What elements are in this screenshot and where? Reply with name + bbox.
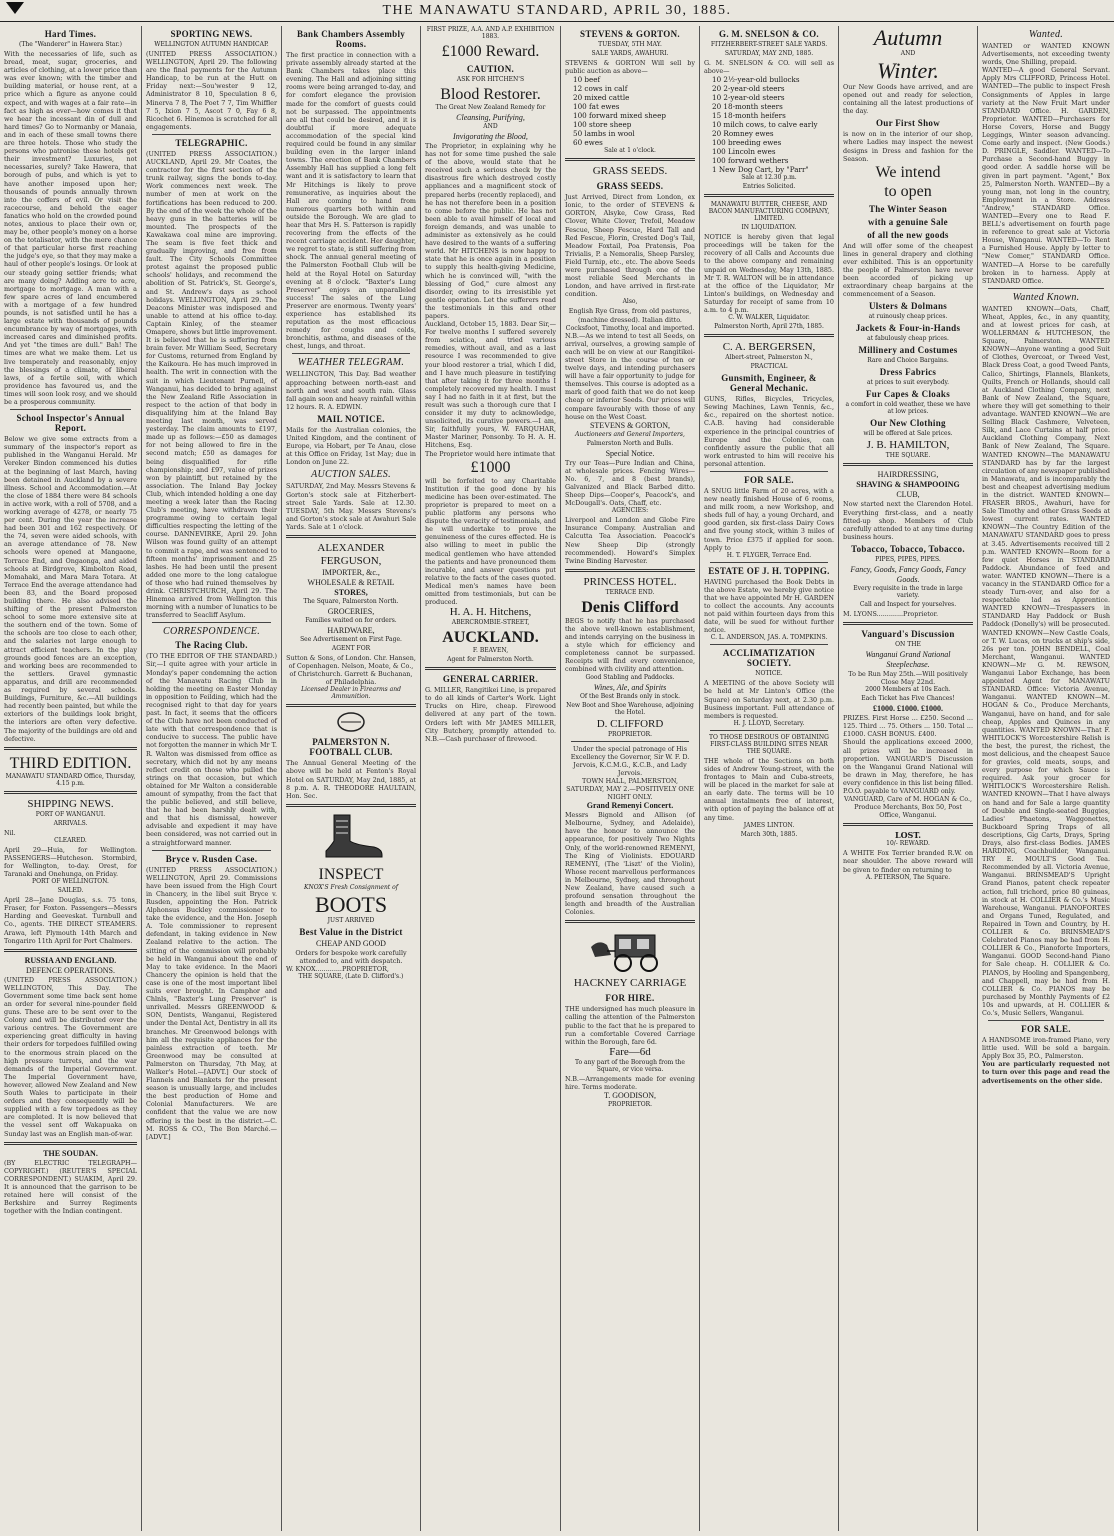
list-item: 20 2-year-old steers bbox=[712, 84, 785, 94]
divider bbox=[152, 622, 271, 623]
column-8 bbox=[977, 26, 1114, 1531]
goodison-proprietor: PROPRIETOR. bbox=[607, 1101, 653, 1109]
every-requisite: Every requisite in the trade in large variety. bbox=[853, 584, 963, 599]
vanguard-prizes-table: PRIZES. First Horse ... £250. Second ... 125. Third ... 75. Others ... 150. Total ... £1000. CASH BONUS. £400. bbox=[843, 714, 973, 739]
ulsters-heading: Ulsters & Dolmans bbox=[868, 301, 948, 312]
divider bbox=[843, 622, 973, 625]
divider bbox=[565, 920, 695, 923]
vanguard-body: Should the applications exceed 2000, all prizes will be increased in proportion. VANGUARD'S Discussion on the Wanganui Grand National will be drawn in May, therefore, he has every confidence in this list being filled. P.O.O. payable to VANGUARD only. bbox=[843, 738, 973, 795]
knox-address: THE SQUARE, (Late D. Clifford's.) bbox=[298, 973, 404, 981]
third-edition-heading: THIRD EDITION. bbox=[9, 754, 132, 772]
dc-proprietor: PROPRIETOR. bbox=[607, 730, 653, 738]
divider bbox=[988, 1020, 1104, 1021]
list-item: 10 2-year-old steers bbox=[712, 93, 785, 103]
hitchens-body: The Proprietor, in explaining why he has not for some time pushed the sale of the above, would state that he received such a serious check by the disastrous fire which destroyed costly appliances and a magnificent stock of prepared herbs (recently replaced), and he has not therefore been in a position to come before the public. He has not been able to avail himself of local and foreign demands, and was unable to administer as extensively as he could have desired to the wants of a suffering world. Mr HITCHENS is now happy to state that he is once again in a position to supply this health-giving Medicine, which he is convinced will, "with the blessing of God," cure almost any disorder, owing to its irresistible yet gentle operation. Let the sufferers read the testimonials in this and other papers. bbox=[425, 142, 556, 320]
weather-body: WELLINGTON, This Day. Bad weather approaching between north-east and north and west and south rain. Glass fall again soon and heavy rainfall within 12 hours. R. A. EDWIN. bbox=[286, 370, 417, 411]
fare-nb: N.B.—Arrangements made for evening hire. Terms moderate. bbox=[565, 1074, 695, 1091]
bergersen-name: C. A. BERGERSEN, bbox=[722, 341, 816, 354]
vanguard-address: VANGUARD, Care of M. HOGAN & Co., Produce Merchants, Box 50, Post Office, Wanganui. bbox=[843, 795, 973, 820]
seeds-nb: N.B.—As we intend to test all Seeds, on arrival, ourselves, a growing sample of each will be on view at our Rangitikei-street Store in the course of ten or twelve days, and intending purchasers will have a fair opportunity to judge for themselves. This course is adopted as a mark of good faith that we do not keep cheap or inferior Seeds. Our prices will compare favourably with those of any house on the West Coast. bbox=[565, 331, 695, 421]
telegraphic-heading: TELEGRAPHIC. bbox=[175, 137, 248, 148]
hackney-body: THE undersigned has much pleasure in calling the attention of the Palmerston public to the fact that he is prepared to run a comfortable Covered Carriage within the Borough, fare 6d. bbox=[565, 1005, 695, 1046]
prize-amount: £1000. bbox=[873, 704, 895, 714]
ferguson-agencies: Sutton & Sons, of London. Chr. Hansen, of Copenhagen. Nelson, Moate, & Co., of Christchurch. Garrett & Buchanan, of Philadelphia. bbox=[286, 653, 416, 687]
wanted-known-heading: Wanted Known. bbox=[1012, 291, 1080, 303]
winter-heading: Winter. bbox=[877, 58, 939, 83]
divider bbox=[710, 562, 828, 563]
bank-chambers-heading: Bank Chambers Assembly Rooms. bbox=[296, 29, 406, 49]
column-1 bbox=[0, 26, 141, 1531]
sailed-label: SAILED. bbox=[57, 887, 84, 895]
auckland-heading: AUCKLAND. bbox=[442, 629, 539, 647]
great-remedy: The Great New Zealand Remedy for bbox=[435, 104, 546, 111]
list-item: 10 milch cows, to calve early bbox=[712, 120, 818, 130]
call-inspect: Call and Inspect for yourselves. bbox=[859, 600, 957, 608]
divider bbox=[988, 288, 1104, 289]
farm-for-sale-heading: FOR SALE. bbox=[744, 474, 794, 485]
divider bbox=[4, 1142, 137, 1145]
and-word: AND bbox=[483, 123, 498, 130]
notice-label: NOTICE. bbox=[755, 670, 783, 678]
special-notice-body: Try our Teas—Pure Indian and China, at wholesale prices. Fencing Wires—No. 6, 7, and 8 (best brands), Galvanized and Black Barbed ditto. Sheep Dips—Cooper's, Peacock's, and McDougall's. Oats, Chaff, etc. bbox=[565, 458, 695, 508]
divider bbox=[4, 791, 137, 794]
list-item: 20 18-month steers bbox=[712, 102, 783, 112]
weather-heading: WEATHER TELEGRAM. bbox=[297, 357, 405, 369]
school-report-heading: School Inspector's Annual Report. bbox=[16, 413, 125, 434]
port-wellington: PORT OF WELLINGTON. bbox=[32, 878, 109, 886]
hackney-heading: HACKNEY CARRIAGE bbox=[573, 977, 687, 990]
sg-address: Palmerston North and Bulls. bbox=[586, 439, 674, 447]
stevens-gorton-heading: STEVENS & GORTON. bbox=[580, 29, 680, 39]
boots-arrived: JUST ARRIVED bbox=[327, 916, 375, 924]
hamilton-name: J. B. HAMILTON, bbox=[866, 439, 950, 452]
ferguson-hardware: HARDWARE, bbox=[327, 625, 375, 635]
lloyd-signature: H. J. LLOYD, Secretary. bbox=[733, 719, 805, 727]
telegraphic-body: (UNITED PRESS ASSOCIATION.) AUCKLAND, April 29. Mr Coates, the contractor for the first section of the trunk railway, signs the bonds to-day. Work commences next week. The number of men at work on the fortifications has been reduced to 200. By the end of the week the whole of the heavy guns in the batteries will be mounted. The prospects of the Kawakawa coal mine are improving. The seam is five feet thick and gradually improving, and free from fault. The City Schools Committee protest against the proposed public schools' holidays, and recommend the abolition of St. Patrick's, St. George's, and St. Andrew's days as school holidays. WELLINGTON, April 29. The Deacons Minister was indisposed and unable to attend at his office to-day. Captain Kinley, of the steamer Omapere, shows but little improvement. It is believed that he is suffering from brain fever. Mr William Seed, Secretary for Customs, returned from England by the Kaikoura. He has much improved in health. The writ in connection with the suit in which Lieutenant Purnell, of Wanganui, has decided to bring against the New Zealand Rifle Association in respect to the action of that body in disqualifying him at the Inland Bay meeting last month, was served yesterday. The claim amounts to £197, made up as follows:—£50 as damages for not being allowed to fire in the second match; £50 as damages for being disqualified for rifle championship; and £97, value of prizes won by plaintiff, but retained by the association. The Inland Bay Jockey Club, which intended holding a one day meeting a week later than the Racing Club's meeting, have withdrawn their programme owing to certain legal difficulties respecting the letting of the course. DANNEVIRKE, April 29. John Wilson was found guilty of an attempt to commit a rape, and was sentenced to fifteen months' imprisonment and 25 lashes. He had been until the present added one more to the long catalogue of those who had ruined themselves by drink. CHRISTCHURCH, April 29. The Hinemoa arrived from Wellington this morning with a number of lunatics to be transferred to Seacliff Asylum. bbox=[146, 149, 277, 620]
best-brands: Of the Best Brands only in stock. bbox=[579, 692, 681, 700]
ferguson-groceries: GROCERIES, bbox=[327, 606, 375, 616]
sale-date: TUESDAY, 5TH MAY. bbox=[598, 41, 662, 48]
wanted-heading: Wanted. bbox=[1028, 29, 1064, 40]
knox-consignment: KNOX'S Fresh Consignment of bbox=[304, 883, 398, 891]
column-6 bbox=[699, 26, 838, 1531]
farm-body: A SNUG little Farm of 20 acres, with a new neatly finished House of 6 rooms, and milk room, a new Workshop, and sheds full of hay, a young Orchard, and good garden, six first-class Dairy Cows and five young stock, within 3 miles of town. Price £375 if applied for soon. Apply to bbox=[704, 486, 834, 552]
shaving-heading: SHAVING & SHAMPOOING bbox=[856, 480, 960, 490]
ferguson-address: The Square, Palmerston North. bbox=[303, 597, 399, 605]
divider bbox=[710, 644, 828, 645]
gunsmith-heading: Gunsmith, Engineer, & General Mechanic. bbox=[721, 373, 817, 394]
lost-reward: 10/- REWARD. bbox=[886, 840, 930, 848]
proprietor-intimate: The Proprietor would here intimate that bbox=[425, 449, 556, 458]
cleansing: Cleansing, Purifying, bbox=[456, 113, 525, 122]
hitchens-name: H. A. H. Hitchens, bbox=[449, 606, 532, 619]
butter-company: MANAWATU BUTTER, CHEESE, AND BACON MANUFACTURING COMPANY, LIMITED. bbox=[708, 201, 830, 223]
reward-heading: £1000 Reward. bbox=[441, 43, 540, 60]
divider bbox=[292, 353, 410, 354]
divider bbox=[843, 823, 973, 826]
turn-page-note: You are particularly requested not to turn over this page and read the advertisements on the other side. bbox=[982, 1060, 1110, 1085]
remenyi-body: Messrs Bignold and Allison (of Melbourne, Sydney, and Adelaide), have the honour to announce the appearance, for positively Two Nights Only, of the world-renowned REMENYI, The King of Violinists. EDOUARD REMENYI, (The 'Liszt' of the Violin), Whose recent marvellous performances in Melbourne, Sydney, and throughout New Zealand, have caused such a profound sensation throughout the length and breadth of the Australian Colonies. bbox=[565, 811, 695, 917]
snelson-intro: G. M. SNELSON & CO. will sell as above— bbox=[704, 59, 834, 76]
divider bbox=[152, 850, 271, 851]
practical-label: PRACTICAL bbox=[750, 363, 788, 371]
fur-heading: Fur Capes & Cloaks bbox=[866, 389, 950, 400]
terrace-end: TERRACE END. bbox=[605, 588, 655, 596]
divider bbox=[286, 704, 416, 707]
estate-heading: ESTATE OF J. H. TOPPING. bbox=[708, 565, 830, 576]
sailed-body: April 28—Jane Douglas, s.s. 75 tons, Fraser, for Foxton. Passengers—Messrs Harding and Geeveskat. Turnbull and Co., agents. THE DIRECT STEAMERS. Arawa, left Plymouth 14th March and Tongariro 11th April for Port Chalmers. bbox=[4, 896, 137, 945]
sale-yards: SALE YARDS, AWAHURI. bbox=[591, 50, 669, 57]
livestock-list bbox=[565, 75, 695, 147]
list-item: 20 mixed cattle bbox=[573, 93, 630, 103]
dc-signature: D. CLIFFORD bbox=[596, 717, 664, 730]
clothing-heading: Our New Clothing bbox=[870, 418, 946, 429]
arrivals-label: ARRIVALS. bbox=[53, 819, 88, 827]
piano-for-sale-body: A HANDSOME iron-framed Piano, very little used. Will be sold a bargain. Apply Box 35, P.O., Palmerston. bbox=[982, 1036, 1110, 1061]
knox-proprietor: W. KNOX.............PROPRIETOR, bbox=[286, 965, 389, 973]
forfeit-amount: £1000 bbox=[470, 458, 511, 476]
caution-heading: CAUTION. bbox=[466, 64, 515, 74]
boot-illustration-icon bbox=[316, 811, 386, 861]
carrier-body: G. MILLER, Rangitikei Line, is prepared to do all kinds of Carter's Work. Light Trucks on Hire, cheap. Firewood delivered at any part of the town. Orders left with Mr JAMES MILLER, City Butchery, promptly attended to. N.B.—Cash purchaser of firewood. bbox=[425, 686, 556, 743]
divider bbox=[704, 194, 834, 197]
gunsmith-body: GUNS, Rifles, Bicycles, Tricycles, Sewing Machines, Lawn Tennis, &c., &c., repaired on the shortest notice. C.A.B. having had considerable experience in the principal countries of Europe and the Colonies, can confidently assure the public that all work entrusted to him will receive his personal attention. bbox=[704, 395, 834, 468]
hard-times-sub: (The "Wanderer" in Hawera Star.) bbox=[19, 41, 122, 48]
sale-intro: STEVENS & GORTON Will sell by public auction as above— bbox=[565, 59, 695, 76]
autumn-heading: Autumn bbox=[873, 26, 943, 50]
and-label: AND bbox=[900, 50, 916, 57]
flyger-signature: H. T. FLYGER, Terrace End. bbox=[726, 551, 812, 559]
hard-times-body: With the necessaries of life, such as bread, meat, sugar, groceries, and articles of clothing, at a lower price than was ever known; with the timber and building material, or house rent, at a price which a figure as anyone could expect, and with wages at a fair rate—in fact as high as ever—how comes it that we hear the incessant din of dull and hard times? Go to Normanby or Manaia, and in each of these small towns there are three hotels. Those who study the persons who patronise these hotels get their investment? Luxuries, not necessaries, surely? Take Hawera, that borough of pubs, and which is yet to have another imposed upon her; thousands of pounds annually thrown into the coffers of evil. Or visit the racecourse, and behold the eager fanatics who hold on the crowded pound notes, anxious to place their own or, may be, other people's money on a horse on the totalisator, with the mere chance of that particular horse first reaching the judge's eye, so that they may make a haul of other people's losings. Or look at our steady going settler friends; what are many doing? Adding acre to acre, mortgage to mortgage. A man with a few spare acres of land encumbered with a mortgage of a few hundred pounds, is not satisfied until he has a large estate with thousands of pounds encumbrance by way of mortgages, with increased cares and diminished profits. And yet "the times are dull." Bah! The times are what we make them. Let us live temperately and reasonably, enjoy the blessings of a climate, of liberal laws, of a fertile soil, with which providence has favoured us, and the times will soon look rosy, and we should be a prosperous community. bbox=[4, 50, 137, 407]
liquidation-body: NOTICE is hereby given that legal proceedings will be taken for the recovery of all Calls and Accounts due to the above company and remaining unpaid on Wednesday, May 13th, 1885. Mr T. R. WALTON will be in attendance at the office of the Liquidator, Mr Linton's buildings, on Wednesday and Saturday for receipt of same from 10 a.m. to 4 p.m. bbox=[704, 233, 834, 315]
wines-heading: Wines, Ale, and Spirits bbox=[593, 682, 667, 692]
sg-auctioneers: Auctioneers and General Importers, bbox=[575, 430, 685, 438]
hitchens-address: ABERCROMBIE-STREET, bbox=[451, 619, 530, 627]
wanted-sub: WANTED or WANTED KNOWN Advertisements, not exceeding twenty words, One Shilling, prepaid. bbox=[982, 42, 1110, 67]
divider bbox=[286, 535, 416, 538]
linton-signature: JAMES LINTON. bbox=[743, 821, 795, 829]
correspondence-heading: CORRESPONDENCE. bbox=[163, 626, 260, 638]
clothing-sub: will be offered at Sale prices. bbox=[863, 430, 953, 438]
list-item: 60 ewes bbox=[573, 138, 603, 148]
divider bbox=[4, 949, 137, 952]
ask-for: ASK FOR HITCHEN'S bbox=[456, 76, 525, 83]
best-value: Best Value in the District bbox=[299, 926, 403, 937]
divider bbox=[425, 667, 556, 670]
carrier-heading: GENERAL CARRIER. bbox=[442, 674, 539, 685]
agencies-heading: AGENCIES: bbox=[611, 507, 649, 515]
column-5 bbox=[560, 26, 699, 1531]
sg-signature: STEVENS & GORTON, bbox=[589, 420, 671, 430]
hamilton-square: THE SQUARE. bbox=[885, 452, 931, 460]
bryce-body: (UNITED PRESS ASSOCIATION.) WELLINGTON, April 29. Commissions have been issued from the High Court in Chancery, in the libel suit Bryce v. Rusden, appointing the Hon. Patrick Alphonsus Buckley commissioner to take the evidence, and the Hon. Joseph A. Tole commissioner to represent defendant, in taking evidence in New Zealand relative to the action. The sitting of the commission will probably be held in Wanganui about the end of May to take evidence. In the Maori Chancery the opinion is held that the case is one of the most important libel suits ever brought. In Camphor and Chlnls, "Baxter's Lung Preserver" is unrivalled. Messrs GREENWOOD & SON, Dentists, Wanganui, Registered under the Dental Act, Dentistry in all its branches. Mr Greenwood belongs with him all the requisite appliances for the painless extraction of teeth. Mr Greenwood may be consulted at Palmerston on Thursday, 7th May, at Walker's Hotel.—[ADVT.] Our stock of Flannels and Blankets for the present season is unusually large, and includes the best production of Home and Colonial Manufacturers. We are confident that the value we are now offering is the best in the district.—C. M. ROSS & CO., The Bon Marché.—[ADVT.] bbox=[146, 865, 277, 1141]
snelson-yard: FITZHERBERT-STREET SALE YARDS. bbox=[710, 41, 828, 48]
correspondence-body: (TO THE EDITOR OF THE STANDARD.) Sir,—I quite agree with your article in Monday's paper condemning the action of the Manawatu Racing Club in holding the meeting on Easter Monday in opposition to Feilding, which had the recognised right to that day for years past. In fact, it seems that the officers of the Club have not been conducted of late with that correspondence that is conducive to success. The public have not forgotten the manner in which Mr T. R. Walton was dismissed from office as secretary, which did not by any means reflect credit on those who pulled the strings on that occasion, but which obtained for Mr Walton a considerable amount of sympathy, from the fact that the public believed, and still believe, that he had been harshly dealt with, and that his dismissal, however advisable and expedient it may have been considered, was not carried out in a straightforward manner. bbox=[146, 652, 277, 847]
list-item: 15 18-month heifers bbox=[712, 111, 786, 121]
ferguson-importer: IMPORTER, &c., bbox=[322, 567, 380, 577]
fare-sub: To any part of the Borough from the Square, or vice versa. bbox=[575, 1058, 685, 1073]
fancy-goods: Fancy, Goods, Fancy Goods, Fancy Goods. bbox=[850, 564, 966, 584]
sporting-sub: WELLINGTON AUTUMN HANDICAP. bbox=[154, 41, 269, 48]
patronage: Under the special patronage of His Excellency the Governor, Sir W. F. D. Jervois, K.C.M.G., K.C.B., and Lady Jervois. bbox=[570, 744, 690, 777]
lost-heading: LOST. bbox=[894, 830, 922, 841]
peterson-signature: A. PETERSON, The Square. bbox=[865, 873, 951, 881]
linton-date: March 30th, 1885. bbox=[740, 830, 798, 838]
new-goods-sale: of all the new goods bbox=[867, 229, 949, 240]
ferguson-families: Families waited on for orders. bbox=[305, 616, 397, 624]
new-goods-body: Our New Goods have arrived, and are opened out and ready for selection, containing all the latest productions of the day. bbox=[843, 83, 973, 116]
vanguard-on: ON THE bbox=[895, 640, 921, 648]
list-item: 50 lambs in wool bbox=[573, 129, 635, 139]
dress-sub: at prices to suit everybody. bbox=[866, 379, 950, 387]
list-item: 100 forward wethers bbox=[712, 156, 789, 166]
divider bbox=[152, 134, 271, 135]
cheap-good: CHEAP AND GOOD bbox=[316, 938, 386, 948]
football-club-body: The Annual General Meeting of the above will be held at Fenton's Royal Hotel on SATURDAY, May 2nd, 1885, at 8 p.m. A. R. THEODORE HAULTAIN, Hon. Sec. bbox=[286, 759, 416, 800]
vanguard-chances: Each Ticket has Five Chances! bbox=[861, 695, 955, 703]
bryce-heading: Bryce v. Rusden Case. bbox=[165, 853, 258, 864]
beaven-name: F. BEAVEN, bbox=[472, 647, 509, 655]
racing-club-heading: The Racing Club. bbox=[175, 640, 248, 651]
list-item: 10 beef bbox=[573, 75, 601, 85]
special-notice-heading: Special Notice. bbox=[605, 448, 655, 458]
third-edition-sub: MANAWATU STANDARD Office, Thursday, 4.15 p.m. bbox=[5, 772, 136, 787]
bespoke-orders: Orders for bespoke work carefully attended to, and with despatch. bbox=[295, 948, 407, 965]
list-item: 1 New Dog Cart, by "Parr" bbox=[712, 165, 809, 175]
auction-body: SATURDAY, 2nd May. Messrs Stevens & Gorton's stock sale at Fitzherbert-street Sale Yards. Sale at 12.30. TUESDAY, 5th May. Messrs Stevens's and Gorton's stock sale at Awahuri Sale Yards. Sale at 1 o'clock. bbox=[286, 482, 417, 531]
list-item: 10 2½-year-old bullocks bbox=[712, 75, 800, 85]
estate-body: HAVING purchased the Book Debts in the above Estate, we hereby give notice that we have appointed Mr H. GARDEN to collect the accounts. Any accounts not paid within fourteen days from this date, will be sued for without further notice. bbox=[704, 577, 834, 635]
agencies-body: Liverpool and London and Globe Fire Insurance Company. Australian and Calcutta Tea Association. Peacock's New Sheep Dip (strongly recommended). Howard's Simplex Twine Binding Harvester. bbox=[565, 516, 695, 565]
divider bbox=[286, 804, 416, 807]
also-label: Also, bbox=[622, 298, 638, 306]
football-club-heading: PALMERSTON N. FOOTBALL CLUB. bbox=[309, 737, 393, 758]
column-7 bbox=[838, 26, 977, 1531]
vanguard-run-date: To be Run May 25th.—Will positively Close May 22nd. bbox=[848, 669, 968, 687]
prize-amount: £1000. bbox=[921, 704, 943, 714]
beaven-agent: Agent for Palmerston North. bbox=[447, 656, 534, 664]
divider bbox=[843, 463, 973, 466]
ferguson-stores: STORES, bbox=[334, 587, 368, 597]
arrivals-nil: Nil. bbox=[4, 828, 16, 837]
list-item: 100 breeding ewes bbox=[712, 138, 782, 148]
grass-seeds-heading: GRASS SEEDS. bbox=[592, 165, 668, 178]
acclimatization-body: A MEETING of the above Society will be held at Mr Linton's Office (the Square) on Saturday next, at 2.30 p.m. Business important. Full attendance of members is requested. bbox=[704, 679, 834, 720]
boot-warehouse: New Boot and Shoe Warehouse, adjoining the Hotel. bbox=[566, 701, 694, 716]
building-sites-heading: TO THOSE DESIROUS OF OBTAINING FIRST-CLASS BUILDING SITES NEAR THE SQUARE. bbox=[709, 733, 829, 755]
dress-heading: Dress Fabrics bbox=[879, 367, 937, 378]
sale-time: Sale at 1 o'clock. bbox=[604, 147, 656, 155]
grass-seeds-sub: GRASS SEEDS. bbox=[596, 181, 664, 192]
sale-body: And will offer some of the cheapest lines in general drapery and clothing ever exhibited. This is an opportunity the people of Palmerston have never been accorded of picking up extraordinary cheap bargains at the commencement of a Season. bbox=[843, 241, 973, 299]
snelson-list bbox=[704, 75, 834, 174]
denis-clifford-body: BEGS to notify that he has purchased the above well-known establishment, and intends carrying on the business in a style which for efficiency and completeness cannot be surpassed. Receipts will find every convenience, combined with civility and attention. bbox=[565, 616, 695, 674]
inspect-heading: INSPECT bbox=[318, 865, 384, 883]
divider bbox=[704, 334, 834, 337]
ferguson-licensed: Licensed Dealer in Firearms and Ammunition. bbox=[301, 686, 401, 701]
first-show-body: is now on in the interior of our shop, where Ladies may inspect the newest designs in Dress and fashion for the Season. bbox=[843, 130, 973, 163]
ferguson-name: ALEXANDER FERGUSON, bbox=[317, 541, 385, 567]
defence-body: (UNITED PRESS ASSOCIATION.) WELLINGTON, This Day. The Government some time back sent home an order for several nine-pounder field guns. These are to be sent over to the Colony and will be distributed over the various centres. The Government are experiencing great difficulty in having their orders for torpedoes fulfilled owing to the enormous strain placed on the high pressure turrets, and the war demands of the Imperial Government. The Imperial Government have, however, allowed New Zealand and New South Wales to participate in their orders and they consequently will be supplied with a few torpedoes as they are completed. It is now believed that the vessel sent off Wakapuaka on Sunday last was an English man-of-war. bbox=[4, 975, 137, 1138]
sporting-heading: SPORTING NEWS. bbox=[170, 29, 253, 39]
column-2 bbox=[141, 26, 281, 1531]
vanguard-sub: Wanganui Grand National Steeplechase. bbox=[865, 649, 951, 669]
bank-chambers-body: The first practice in connection with a private assembly already started at the Bank Chambers takes place this evening. The Hall and adjoining sitting rooms were being arranged to-day, and for comfort elegance the provision made for the comfort of guests could not be surpassed. The appointments are all that could be desired, and it is doubtful if more adequate accommodation of the special kind required could be found in any similar building even in the larger inland towns. The erection of Bank Chambers Assembly Hall has supplied a long felt want and it is satisfactory to learn that Mr Hitchings is likely to prove remunerative, as inquiries about the Hall are coming to hand from numerous quarters both within and outside the Borough. We are glad to hear that Mrs H. S. Patterson is rapidly recovering from the effects of the recent carriage accident. Her daughter, we regret to state, is still suffering from shock. The annual general meeting of the Palmerston Football Club will be held at the Royal Hotel on Saturday evening at 8 o'clock. "Baxter's Lung Preserver" enjoys an unparalleled success! The sales of the Lung Preserver are enormous. Twenty years' experience has established its reputation as the most efficacious remedy for coughs and colds, bronchitis, asthma, and diseases of the chest, lungs, and throat. bbox=[286, 51, 416, 351]
millinery-heading: Millinery and Costumes bbox=[858, 345, 958, 356]
fare-heading: Fare—6d bbox=[609, 1045, 651, 1058]
estate-signature: C. L. ANDERSON, JAS. A. TOMPKINS. bbox=[710, 634, 828, 642]
to-open: to open bbox=[884, 182, 932, 200]
divider bbox=[4, 747, 137, 750]
goodison-name: T. GOODISON, bbox=[603, 1091, 657, 1101]
rye-grass-body: English Rye Grass, from old pastures, (machine dressed). Italian ditto. Cocksfoot, Timothy, local and imported. bbox=[565, 307, 695, 332]
building-sites-body: THE whole of the Sections on both sides of Andrew Young-street, with the frontages to Main and Cuba-streets, will be placed in the market for sale at an early date. The terms will be 10 annual instalments free of interest, with option of paying the balance off at any time. bbox=[704, 756, 834, 822]
list-item: 100 Lincoln ewes bbox=[712, 147, 776, 157]
football-illustration-icon bbox=[336, 711, 366, 733]
jackets-sub: at fabulously cheap prices. bbox=[867, 335, 949, 343]
defence-heading: DEFENCE OPERATIONS. bbox=[26, 965, 115, 975]
mail-notice-heading: MAIL NOTICE. bbox=[317, 413, 385, 424]
club-heading: CLUB, bbox=[896, 490, 920, 500]
ferguson-see-advert: See Advertisement on First Page. bbox=[300, 635, 402, 643]
first-show-heading: Our First Show bbox=[875, 118, 941, 129]
hairdressing-body: Now started next the Clarendon Hotel. Everything first-class, and a neatly fitted-up shop. Members of Club carefully attended to at any time during business hours. bbox=[843, 500, 973, 541]
sporting-body: (UNITED PRESS ASSOCIATION.) WELLINGTON, April 29. The following are the final payments for the Autumn Handicap, to be run at the Hutt on Friday next:—Sou'wester 9 12, Administrator 8 10, Speculation 8 6, Minerva 7 8, The Poet 7 7, Tim Whiffler 7 5, Ixion 7 5, Ascot 7 0, Fay 6 8, Ricochet 6. Hinemoa is scratched for all engagements. bbox=[146, 50, 277, 131]
liquidator-signature: C. W. WALKER, Liquidator. bbox=[728, 314, 810, 322]
snelson-heading: G. M. SNELSON & CO. bbox=[719, 29, 819, 39]
soudan-heading: THE SOUDAN. bbox=[43, 1148, 98, 1158]
town-hall: TOWN HALL, PALMERSTON, SATURDAY, MAY 2.—POSITIVELY ONE NIGHT ONLY. bbox=[566, 776, 694, 802]
column-4 bbox=[420, 26, 560, 1531]
vanguard-prizes-row bbox=[843, 704, 973, 714]
hackney-sub: FOR HIRE. bbox=[605, 993, 655, 1004]
hairdressing-heading: HAIRDRESSING, bbox=[877, 470, 939, 480]
list-item: 20 Romney ewes bbox=[712, 129, 774, 139]
list-item: 100 fat ewes bbox=[573, 102, 620, 112]
list-item: 100 forward mixed sheep bbox=[573, 111, 666, 121]
vanguard-heading: Vanguard's Discussion bbox=[861, 628, 955, 639]
jackets-heading: Jackets & Four-in-Hands bbox=[855, 323, 961, 334]
masthead-title: THE MANAWATU STANDARD, APRIL 30, 1885. bbox=[382, 3, 732, 18]
list-item: 100 store sheep bbox=[573, 120, 632, 130]
acclimatization-heading: ACCLIMATIZATION SOCIETY. bbox=[722, 648, 816, 669]
tobacco-heading: Tobacco, Tobacco, Tobacco. bbox=[851, 543, 965, 554]
liquidation: IN LIQUIDATION. bbox=[741, 224, 797, 232]
lost-body: A WHITE Fox Terrier branded R.W. on near shoulder. The above reward will be given to finder on returning to bbox=[843, 849, 973, 874]
shipping-heading: SHIPPING NEWS. bbox=[27, 797, 114, 810]
winter-season: The Winter Season bbox=[868, 203, 948, 214]
vanguard-members: 2000 Members at 10s Each. bbox=[865, 686, 951, 694]
fur-sub: a comfort in cold weather, these we have at low prices. bbox=[845, 401, 971, 416]
cleared-body: April 29—Huia, for Wellington. PASSENGERS—Hutcheson. Stormbird, for Wellington, to-day. Orest, for Taranaki and Onehunga, on Friday. bbox=[4, 845, 137, 879]
hard-times-heading: Hard Times. bbox=[44, 29, 97, 39]
list-item: 12 cows in calf bbox=[573, 84, 628, 94]
port-wanganui: PORT OF WANGANUI. bbox=[35, 810, 106, 818]
boots-heading: BOOTS bbox=[314, 891, 388, 917]
lyons-signature: M. LYONS.............Proprietor. bbox=[843, 609, 939, 618]
forfeit-body: will be forfeited to any Charitable Institution if the good done by his medicine has been over-estimated. The proprietor is prepared to meet on a public platform any persons who dispute the veracity of testimonials, and he will undertake to prove the genuineness of the cures effected. He is also willing to meet in public the medical gentlemen who have attended the patients and have pronounced them incurable, and answer questions put relative to the facts of the cases quoted. Medical men's names have been omitted from testimonials, but can be produced. bbox=[425, 476, 556, 607]
snelson-sale-time: Sale at 12.30 p.m. bbox=[741, 174, 797, 182]
wanted-known-body: WANTED KNOWN—Oats, Chaff, Wheat, Apples, &c., in any quantity, and at lowest prices for cash, at WOLLERMAN & HUTCHESON, the Square, Palmerston. WANTED KNOWN—Anyone wanting a good Suit of Clothes, Overcoat, or Tweed Vest, Black Dress Coat, a good Tweed Pants, Calico, Shirtings, Flannels, Blankets, Quilts, French or Hollands, should call at Auckland Clothing Company, next Bank of New Zealand, the Square, where they will get something to their advantage. WANTED KNOWN—We are Selling Black Cashmere, Velveteen, Silk, and Lace Curtains at half price. Auckland Clothing Company, Next Bank of New Zealand, The Square. WANTED KNOWN—The MANAWATU STANDARD has by far the largest circulation of any newspaper published in Manawatu, and is incomparably the best and cheapest advertising medium in the district. WANTED KNOWN—FRASER BROS., Awahuri, have for Sale Timothy and other Grass Seeds at lowest current rates. WANTED KNOWN—The Country Edition of the MANAWATU STANDARD goes to press at 3.45. Advertisements received till 2 p.m. WANTED KNOWN—Room for a few quiet Horses in STANDARD Paddock. Abundance of feed and water. WANTED KNOWN—There is a vacancy in the STANDARD Office for a steady Turn-over, and also for a respectable lad as Apprentice. WANTED KNOWN—Trespassers in STANDARD Hay Paddock or Bush Paddock (Donelly's) will be prosecuted. WANTED KNOWN—New Castle Coals, or T. W. Lucas, on trucks at ship's side, 26s per ton. JOHN BENDELL, Coal Merchant, Wanganui. WANTED KNOWN—Mr G. M. REWSON, Wanganui Labor Exchange, has been appointed Agent for MANAWATU STANDARD. Office: Victoria Avenue, Wanganui. WANTED KNOWN—M. HOGAN & Co., Produce Merchants, Wanganui, have on hand, and for sale cheap, Apples and Quinces in any quantities. WANTED KNOWN—That F. WHITLOCK'S Worcestershire Relish is the best, the purest, the richest, the most delicious, and the cheapest Sauce for gravies, cold meats, soups, and every purpose for which Sauce is required. Ask your grocer for WHITLOCK'S Worcestershire Relish. WANTED KNOWN—That I have always on hand and for Sale a large quantity of Double and Single-seated Buggies, Ladies' Phaetons, Waggonettes, Buckboard Spring Traps of all descriptions, Gig Carts, Drays, Spring Drays, also first-class Bodies. JAMES HARDING, Coachbuilder, Wanganui. TRY E. MOULT'S Good Tea. Recommended by all. Victoria Avenue, Wanganui. BRINSMEAD'S Upright Grand Pianos, patent check repeater action, full trichord, price 80 guineas, in stock at H. COLLIER & Co.'s Music Warehouse, Wanganui. PIANOFORTES and Organs Tuned, Regulated, and Repaired in Town and Country, by H. COLLIER & Co. BRINSMEAD'S Celebrated Pianos may be had from H. COLLIER & Co., Pianoforte Importers, Wanganui. GOOD Second-hand Piano for Sale cheap. H. COLLIER & Co. PIANOS, by Hooling and Spangenberg, and Chappell, may be had from H. COLLIER & Co. PIANOS may be purchased by Monthly Payments of £2 10s and upwards, at H. COLLIER & Co.'s, Music Sellers, Wanganui. bbox=[982, 304, 1110, 1017]
stabling: Good Stabling and Paddocks. bbox=[585, 673, 675, 681]
piano-for-sale-heading: FOR SALE. bbox=[1021, 1024, 1071, 1035]
liquidation-date: Palmerston North, April 27th, 1885. bbox=[714, 323, 824, 331]
divider bbox=[10, 409, 131, 410]
millinery-sub: Rare and Choice Bargains. bbox=[867, 357, 949, 365]
masthead bbox=[0, 0, 1114, 22]
divider bbox=[710, 730, 828, 731]
genuine-sale: with a genuine Sale bbox=[868, 216, 948, 227]
russia-heading: RUSSIA AND ENGLAND. bbox=[24, 955, 117, 965]
we-intend: We intend bbox=[875, 163, 941, 181]
pipes-heading: PIPES, PIPES, PIPES. bbox=[875, 555, 941, 563]
blood-restorer-heading: Blood Restorer. bbox=[440, 86, 541, 103]
divider bbox=[571, 741, 689, 742]
first-prize: FIRST PRIZE, A.A. AND A.P. EXHIBITION 1883. bbox=[426, 26, 555, 40]
ferguson-agent-for: AGENT FOR bbox=[331, 644, 371, 652]
princess-hotel-heading: PRINCESS HOTEL. bbox=[583, 575, 677, 588]
prize-amount: £1000. bbox=[897, 704, 919, 714]
divider bbox=[565, 158, 695, 161]
bergersen-address: Albert-street, Palmerston N., bbox=[725, 354, 813, 362]
snelson-entries: Entries Solicited. bbox=[742, 183, 796, 191]
divider bbox=[710, 471, 828, 472]
testimonial: Auckland, October 15, 1883. Dear Sir,—For twelve months I suffered severely from sciatica, and tried various remedies, without avail, and as a last resource I was recommended to give your blood restorer a trial, which I did, and I have much pleasure in testifying that after taking it for three months I completely recovered my health. I must say I had no faith in it at first, but the result was such a thorough cure that I consider it my duty to acknowledge, unsolicited, its curative powers.—I am, Sir, faithfully yours, W. FARQUHAR, Master Mariner, Ponsonby. To H. A. H. Hitchens, Esq. bbox=[425, 320, 556, 450]
divider bbox=[565, 569, 695, 572]
carriage-illustration-icon bbox=[585, 927, 675, 973]
auction-heading: AUCTION SALES. bbox=[311, 469, 391, 481]
invigorating: Invigorating the Blood, bbox=[453, 132, 528, 141]
denis-clifford-heading: Denis Clifford bbox=[581, 598, 679, 616]
soudan-body: (BY ELECTRIC TELEGRAPH—COPYRIGHT.) (REUTER'S SPECIAL CORRESPONDENT.) SUAKIM, April 29. It is announced that the garrison to be retained here will consist of the Berkshire and Surrey Regiments together with the Indian contingent. bbox=[4, 1158, 137, 1216]
school-report-body: Below we give some extracts from a summary of the inspector's report as published in the Wanganui Herald. Mr Vereker Bindon commenced his duties at the beginning of last March, having been detained in Auckland by a severe illness. School and Accommodation.—At the close of 1884 there were 84 schools in active work, with a roll of 5708, and a working average of 4278, or nearly 75 per cent. During the year the increase had been 301 and 162 respectively. Of the 74, seven were aided schools, with an average attendance of 78. New schools were opened at Mangaone, Torrace End, and Ongaonga, and aided schools at Birdgrove, Kimbolton Road, Momahaki, and Mara Mara Totara. At Terrace End the average attendance had been 83, and the Board proposed building there. He also advised the shifting of the present Palmerston school to some more extensive site at the southern end of the town. Some of the schools are too close to each other, and the salaries not large enough to attract efficient teachers. In the play grounds good fences are an exception, and working bees are recommended to the settlers. Gravel gymnastic apparatus, and drill are recommended as required by several schools. Buildings, Furniture, &c.—All buildings had recently been painted, but while the exteriors of the buildings look bright, the interiors are often very defective. The majority of the buildings are old and defective. bbox=[4, 435, 137, 743]
snelson-date: SATURDAY, MAY 2ND, 1885. bbox=[724, 50, 814, 57]
cleared-label: CLEARED. bbox=[54, 836, 87, 844]
ulsters-sub: at ruinously cheap prices. bbox=[868, 313, 948, 321]
mail-notice-body: Mails for the Australian colonies, the United Kingdom, and the continent of Europe, via Hobart, per Te Anau, close at this Office on Friday, 1st May; due in London on June 22. bbox=[286, 425, 416, 467]
ferguson-wholesale: WHOLESALE & RETAIL bbox=[307, 577, 395, 587]
remenyi-heading: Grand Remenyi Concert. bbox=[586, 801, 674, 811]
grass-seeds-body: Just Arrived, Direct from London, ex Ionic, to the order of STEVENS & GORTON, Alsyke, Cow Grass, Red Clover, White Clover, Trefoil, Meadow Fescue, Sheep Fescue, Hard Tall and Red Fescue, Florin, Crested Dog's Tail, Meadow Foxtail, Poa Pratensis, Poa Trivialis, P. a Nemoralis, Sheep Parsley, Field Turnip, etc., etc. The above Seeds were purchased through one of the most reliable Seed Merchants in London, and have arrived in first-rate condition. bbox=[565, 193, 695, 299]
wanted-body: WANTED—A good General Servant. Apply Mrs CLIFFORD, Princess Hotel. WANTED—The public to inspect Fresh Consignments of Apples in large variety at the New Fruit Mart under STANDARD Office. H. GARDEN, Proprietor. WANTED—Purchasers for Horse Covers, Horse and Buggy Leggings, Winter season advancing. Come early and inspect. (New Goods.) D. PRINGLE, Saddler. WANTED—To Purchase a Second-hand Buggy in good order. A saddle horse will be given in part payment. "Agent," Box 25, Palmerston North. WANTED—By a young man, not long in the country, Employment in a Store. Address "Andrew," STANDARD Office. WANTED—Every one to Read F. BELL's advertisement on fourth page in reference to great sale at Victoria House, Wanganui. WANTED—To Rent a Furnished House. Apply by letter to "New Comer," STANDARD Office. WANTED—A Horse to be carefully broken in to harness. Apply at STANDARD Office. bbox=[982, 66, 1110, 285]
column-3 bbox=[281, 26, 420, 1531]
